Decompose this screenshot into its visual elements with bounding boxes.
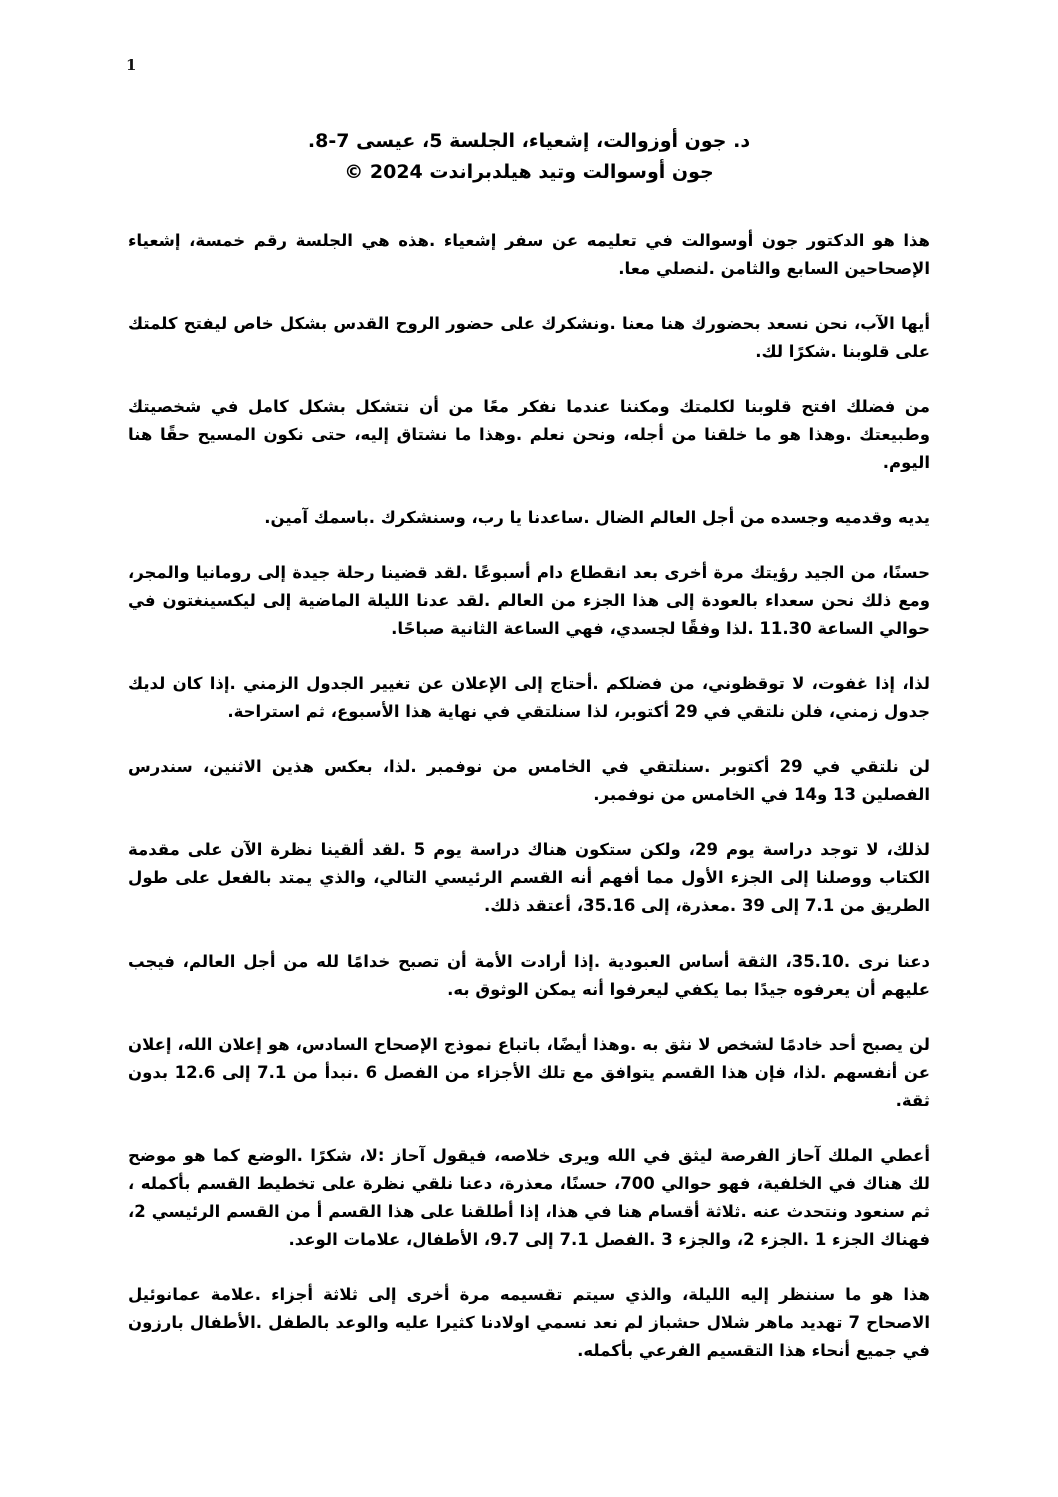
paragraph: أعطي الملك آحاز الفرصة ليثق في الله ويرى خلاصه، فيقول آحاز :لا، شكرًا .الوضع كما هو موضح لك هناك في الخلفية، فهو حوالي 700، حسنًا، معذرة، دعنا نلقي نظرة على تخطيط القسم بأكمله ، ثم سنعود ونتحدث عنه .ثلاثة أقسام هنا في هذا، إذا أطلقنا على هذا القسم أ من القسم الرئيسي 2، فهناك الجزء 1 .الجزء 2، والجزء 3 .الفصل 7.1 إلى 9.7، الأطفال، علامات الوعد. xyxy=(128,1145,930,1249)
paragraph: لن يصبح أحد خادمًا لشخص لا نثق به .وهذا أيضًا، باتباع نموذج الإصحاح السادس، هو إعلان الله، إعلان عن أنفسهم .لذا، فإن هذا القسم يتوافق مع تلك الأجزاء من الفصل 6 .نبدأ من 7.1 إلى 12.6 بدون ثقة. xyxy=(128,1034,931,1110)
paragraph: لن نلتقي في 29 أكتوبر .سنلتقي في الخامس من نوفمبر .لذا، بعكس هذين الاثنين، سندرس الفصلين 13 و14 في الخامس من نوفمبر. xyxy=(128,757,930,805)
document-title: د. جون أوزوالت، إشعياء، الجلسة 5، عيسى 7-8. xyxy=(307,130,751,152)
paragraph: دعنا نرى .35.10، الثقة أساس العبودية .إذا أرادت الأمة أن تصبح خدامًا لله من أجل العالم، فيجب عليهم أن يعرفوه جيدًا بما يكفي ليعرفوا أنه يمكن الوثوق به. xyxy=(128,951,930,999)
document-copyright: جون أوسوالت وتيد هيلدبراندت 2024 © xyxy=(344,161,714,184)
paragraph: لذلك، لا توجد دراسة يوم 29، ولكن ستكون هناك دراسة يوم 5 .لقد ألقينا نظرة الآن على مقدمة الكتاب ووصلنا إلى الجزء الأول مما أفهم أنه القسم الرئيسي التالي، والذي يمتد بالفعل على طول الطريق من 7.1 إلى 39 .معذرة، إلى 35.16، أعتقد ذلك. xyxy=(128,840,930,916)
paragraph: حسنًا، من الجيد رؤيتك مرة أخرى بعد انقطاع دام أسبوعًا .لقد قضينا رحلة جيدة إلى رومانيا والمجر، ومع ذلك نحن سعداء بالعودة إلى هذا الجزء من العالم .لقد عدنا الليلة الماضية إلى ليكسينغتون في حوالي الساعة 11.30 .لذا وفقًا لجسدي، فهي الساعة الثانية صباحًا. xyxy=(128,563,930,639)
paragraph: من فضلك افتح قلوبنا لكلمتك ومكننا عندما نفكر معًا من أن نتشكل بشكل كامل في شخصيتك وطبيعتك .وهذا هو ما خلقنا من أجله، ونحن نعلم .وهذا ما نشتاق إليه، حتى نكون المسيح حقًا هنا اليوم. xyxy=(128,396,930,472)
title-block xyxy=(128,126,930,189)
paragraph: أيها الآب، نحن نسعد بحضورك هنا معنا .ونشكرك على حضور الروح القدس بشكل خاص ليفتح كلمتك على قلوبنا .شكرًا لك. xyxy=(128,313,930,361)
page-number: 1 xyxy=(126,56,137,74)
paragraph: يديه وقدميه وجسده من أجل العالم الضال .ساعدنا يا رب، وسنشكرك .باسمك آمين. xyxy=(264,508,930,528)
paragraph: لذا، إذا غفوت، لا توقظوني، من فضلكم .أحتاج إلى الإعلان عن تغيير الجدول الزمني .إذا كان لديك جدول زمني، فلن نلتقي في 29 أكتوبر، لذا سنلتقي في نهاية هذا الأسبوع، ثم استراحة. xyxy=(128,674,930,722)
document-body xyxy=(128,227,930,1365)
paragraph: هذا هو الدكتور جون أوسوالت في تعليمه عن سفر إشعياء .هذه هي الجلسة رقم خمسة، إشعياء الإصحاحين السابع والثامن .لنصلي معا. xyxy=(128,230,930,278)
paragraph: هذا هو ما سننظر إليه الليلة، والذي سيتم تقسيمه مرة أخرى إلى ثلاثة أجزاء .علامة عمانوئيل الاصحاح 7 تهديد ماهر شلال حشباز لم نعد نسمي اولادنا كثيرا عليه والوعد بالطفل .الأطفال بارزون في جميع أنحاء هذا التقسيم الفرعي بأكمله. xyxy=(128,1284,931,1361)
